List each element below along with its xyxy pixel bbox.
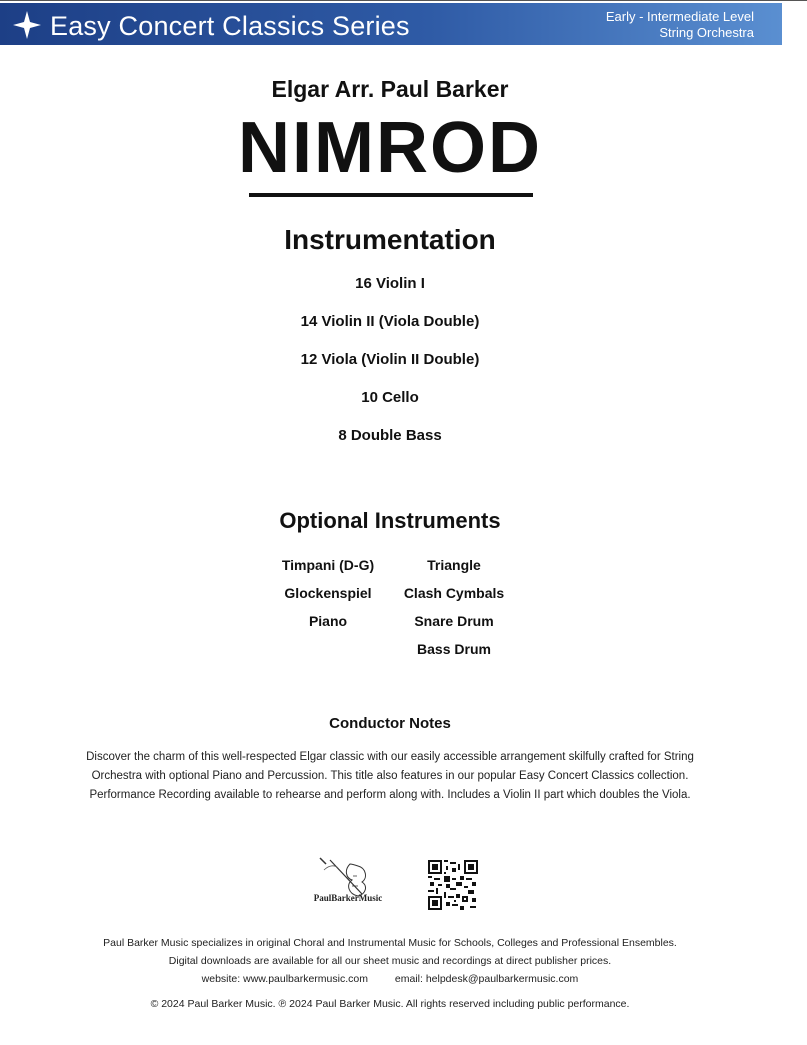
optional-item: Triangle (427, 557, 481, 573)
optional-item: Glockenspiel (284, 585, 372, 601)
optional-instruments-heading: Optional Instruments (279, 508, 501, 533)
instrument-item: 8 Double Bass (338, 427, 442, 444)
piece-title: NIMROD (238, 108, 542, 188)
footer-line-1: Paul Barker Music specializes in original Choral and Instrumental Music for Schools, Colleges and Professional Ensembles. (103, 937, 677, 949)
footer-line-2: Digital downloads are available for all our sheet music and recordings at direct publisher prices. (168, 955, 612, 967)
ensemble-text: String Orchestra (659, 25, 754, 40)
footer-contact (0, 973, 780, 985)
optional-list-left (272, 556, 384, 640)
logo-name: PaulBarkerMusic (313, 893, 383, 903)
instrument-item: 16 Violin I (355, 275, 425, 292)
optional-item: Timpani (D-G) (281, 557, 375, 573)
website-link[interactable]: website: www.paulbarkermusic.com (201, 973, 368, 985)
optional-item: Bass Drum (417, 641, 491, 657)
star-icon (12, 10, 42, 40)
instrumentation-list (0, 274, 780, 464)
instrument-item: 10 Cello (361, 389, 419, 406)
qr-code[interactable] (428, 860, 478, 910)
copyright-notice: © 2024 Paul Barker Music. ℗ 2024 Paul Barker Music. All rights reserved including public performance. (150, 998, 630, 1010)
series-title: Easy Concert Classics Series (50, 11, 410, 41)
optional-item: Piano (308, 613, 348, 629)
conductor-notes-text: Discover the charm of this well-respected Elgar classic with our easily accessible arrangement skilfully crafted for String Orchestra with optional Piano and Percussion. This title also features in our popular Easy Concert Classics collection. Performance Recording available to rehearse and perform along with. Includes a Violin II part which doubles the Viola. (86, 751, 694, 801)
optional-list-right (398, 556, 510, 668)
instrumentation-heading: Instrumentation (284, 224, 496, 255)
level-text: Early - Intermediate Level (605, 9, 754, 24)
email-link[interactable]: email: helpdesk@paulbarkermusic.com (394, 973, 579, 985)
conductor-notes-heading: Conductor Notes (329, 715, 451, 732)
optional-item: Clash Cymbals (403, 585, 505, 601)
instrument-item: 12 Viola (Violin II Double) (300, 351, 480, 368)
footer-about (0, 934, 780, 970)
composer-credit: Elgar Arr. Paul Barker (271, 76, 509, 102)
instrument-item: 14 Violin II (Viola Double) (300, 313, 480, 330)
level-info (606, 9, 754, 41)
series-banner (0, 3, 782, 45)
title-underline (249, 193, 533, 197)
optional-item: Snare Drum (414, 613, 494, 629)
